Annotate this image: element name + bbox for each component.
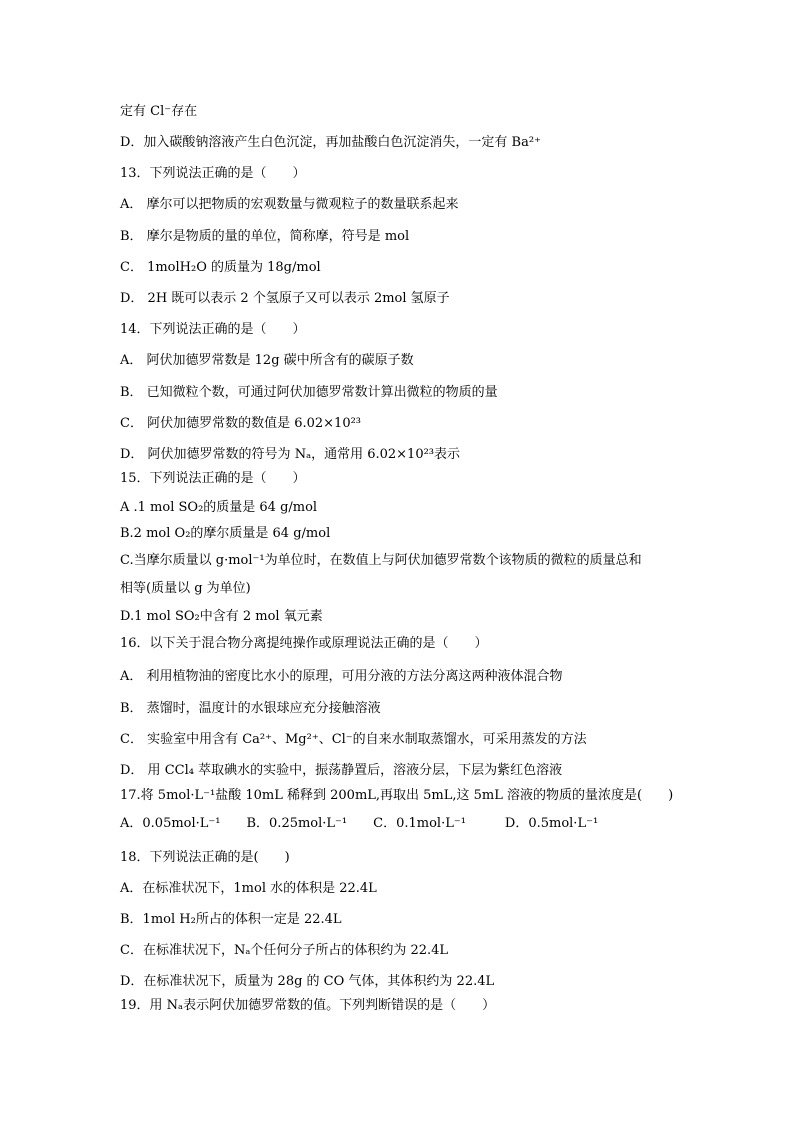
question-14-stem: 14．下列说法正确的是（ ）	[120, 322, 306, 337]
question-16-option-b: B． 蒸馏时，温度计的水银球应充分接触溶液	[120, 701, 381, 716]
question-18-stem: 18．下列说法正确的是( )	[120, 850, 290, 865]
question-18-option-a: A．在标准状况下，1mol 水的体积是 22.4L	[120, 881, 377, 896]
question-15-stem: 15．下列说法正确的是（ ）	[120, 471, 306, 486]
text-line: D．加入碳酸钠溶液产生白色沉淀，再加盐酸白色沉淀消失，一定有 Ba²⁺	[120, 135, 541, 150]
question-13-option-c: C． 1molH₂O 的质量为 18g/mol	[120, 260, 321, 275]
question-17-options: A．0.05mol·L⁻¹ B．0.25mol·L⁻¹ C．0.1mol·L⁻¹ D．0.5mol·L⁻¹	[120, 816, 599, 831]
question-14-option-c: C． 阿伏加德罗常数的数值是 6.02×10²³	[120, 416, 362, 431]
question-13-option-b: B． 摩尔是物质的量的单位，简称摩，符号是 mol	[120, 229, 410, 244]
question-16-option-a: A． 利用植物油的密度比水小的原理，可用分液的方法分离这两种液体混合物	[120, 669, 563, 684]
question-15-option-a: A .1 mol SO₂的质量是 64 g/mol	[120, 500, 318, 515]
question-15-option-c-cont: 相等(质量以 g 为单位)	[120, 581, 251, 596]
question-13-option-d: D． 2H 既可以表示 2 个氢原子又可以表示 2mol 氢原子	[120, 291, 450, 306]
question-13-option-a: A． 摩尔可以把物质的宏观数量与微观粒子的数量联系起来	[120, 197, 459, 212]
question-17-stem: 17.将 5mol·L⁻¹盐酸 10mL 稀释到 200mL,再取出 5mL,这 5mL 溶液的物质的量浓度是( )	[120, 788, 674, 803]
question-14-option-a: A． 阿伏加德罗常数是 12g 碳中所含有的碳原子数	[120, 353, 414, 368]
question-18-option-b: B．1mol H₂所占的体积一定是 22.4L	[120, 912, 342, 927]
question-14-option-d: D． 阿伏加德罗常数的符号为 Nₐ，通常用 6.02×10²³表示	[120, 447, 461, 462]
question-18-option-c: C．在标准状况下，Nₐ个任何分子所占的体积约为 22.4L	[120, 943, 449, 958]
question-18-option-d: D．在标准状况下，质量为 28g 的 CO 气体，其体积约为 22.4L	[120, 974, 495, 989]
question-19-stem: 19．用 Nₐ表示阿伏加德罗常数的值。下列判断错误的是（ ）	[120, 998, 496, 1013]
question-16-option-d: D． 用 CCl₄ 萃取碘水的实验中，振荡静置后，溶液分层，下层为紫红色溶液	[120, 763, 563, 778]
question-16-option-c: C． 实验室中用含有 Ca²⁺、Mg²⁺、Cl⁻的自来水制取蒸馏水，可采用蒸发的方法	[120, 732, 587, 747]
question-15-option-d: D.1 mol SO₂中含有 2 mol 氧元素	[120, 609, 323, 624]
question-16-stem: 16．以下关于混合物分离提纯操作或原理说法正确的是（ ）	[120, 636, 488, 651]
question-15-option-b: B.2 mol O₂的摩尔质量是 64 g/mol	[120, 526, 331, 541]
text-line: 定有 Cl⁻存在	[120, 104, 198, 119]
question-15-option-c: C.当摩尔质量以 g·mol⁻¹为单位时，在数值上与阿伏加德罗常数个该物质的微粒的质量总和	[120, 553, 642, 568]
question-13-stem: 13．下列说法正确的是（ ）	[120, 166, 306, 181]
question-14-option-b: B． 已知微粒个数，可通过阿伏加德罗常数计算出微粒的物质的量	[120, 385, 498, 400]
